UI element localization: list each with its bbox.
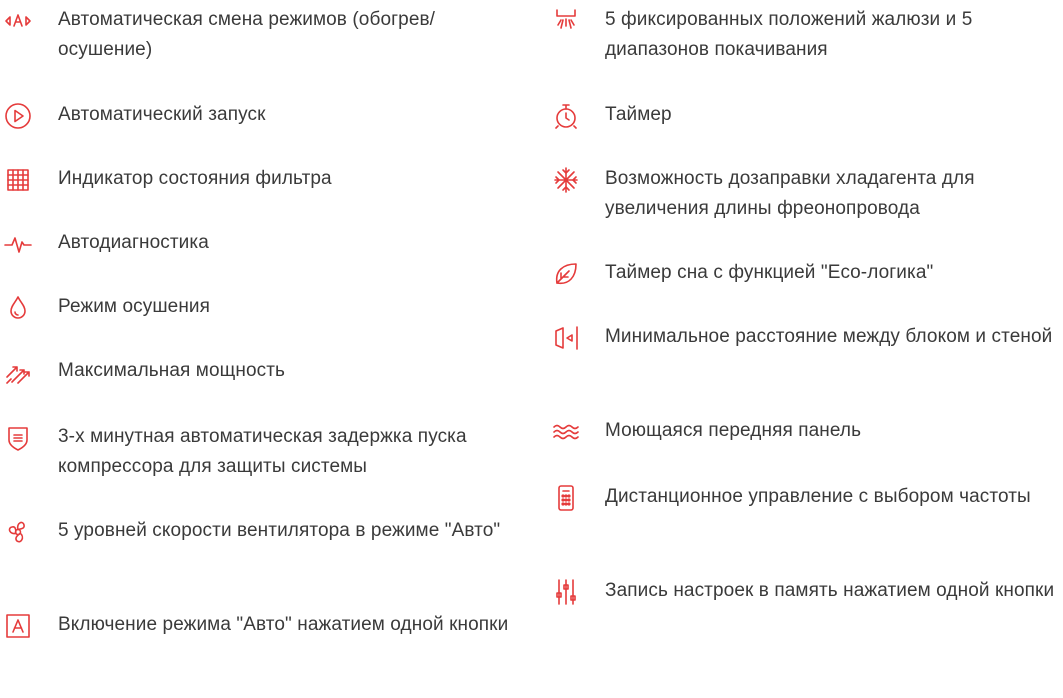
feature-label: Моющаяся передняя панель (605, 420, 862, 441)
timer-icon (550, 100, 582, 132)
louver-swing-icon (550, 5, 582, 37)
shield-icon (2, 422, 34, 454)
wall-distance-icon (550, 322, 582, 354)
feature-label: 5 фиксированных положений жалюзи и 5 диапазонов покачивания (605, 9, 973, 60)
washable-panel-icon (550, 416, 582, 448)
feature-label: 5 уровней скорости вентилятора в режиме "Авто" (58, 520, 501, 541)
snowflake-icon (550, 164, 582, 196)
leaf-icon (550, 258, 582, 290)
auto-button-icon (2, 610, 34, 642)
fan-icon (2, 516, 34, 548)
feature-label: Возможность дозаправки хладагента для увеличения длины фреонопровода (605, 168, 975, 219)
pulse-icon (2, 228, 34, 260)
feature-label: 3-х минутная автоматическая задержка пуска компрессора для защиты системы (58, 426, 467, 477)
sliders-icon (550, 576, 582, 608)
feature-label: Дистанционное управление с выбором частоты (605, 486, 1031, 507)
filter-grid-icon (2, 164, 34, 196)
feature-label: Автоматический запуск (58, 104, 266, 125)
remote-control-icon (550, 482, 582, 514)
droplet-icon (2, 292, 34, 324)
feature-label: Индикатор состояния фильтра (58, 168, 332, 189)
feature-label: Автодиагностика (58, 232, 209, 253)
auto-mode-switch-icon (2, 5, 34, 37)
feature-label: Автоматическая смена режимов (обогрев/ осушение) (58, 9, 436, 60)
feature-label: Таймер (605, 104, 672, 125)
feature-label: Режим осушения (58, 296, 211, 317)
max-power-arrows-icon (2, 356, 34, 388)
feature-label: Минимальное расстояние между блоком и стеной (605, 326, 1053, 347)
play-circle-icon (2, 100, 34, 132)
feature-label: Включение режима "Авто" нажатием одной кнопки (58, 614, 509, 635)
feature-label: Максимальная мощность (58, 360, 286, 381)
feature-label: Таймер сна с функцией "Eco-логика" (605, 262, 934, 283)
feature-label: Запись настроек в память нажатием одной кнопки (605, 580, 1055, 601)
